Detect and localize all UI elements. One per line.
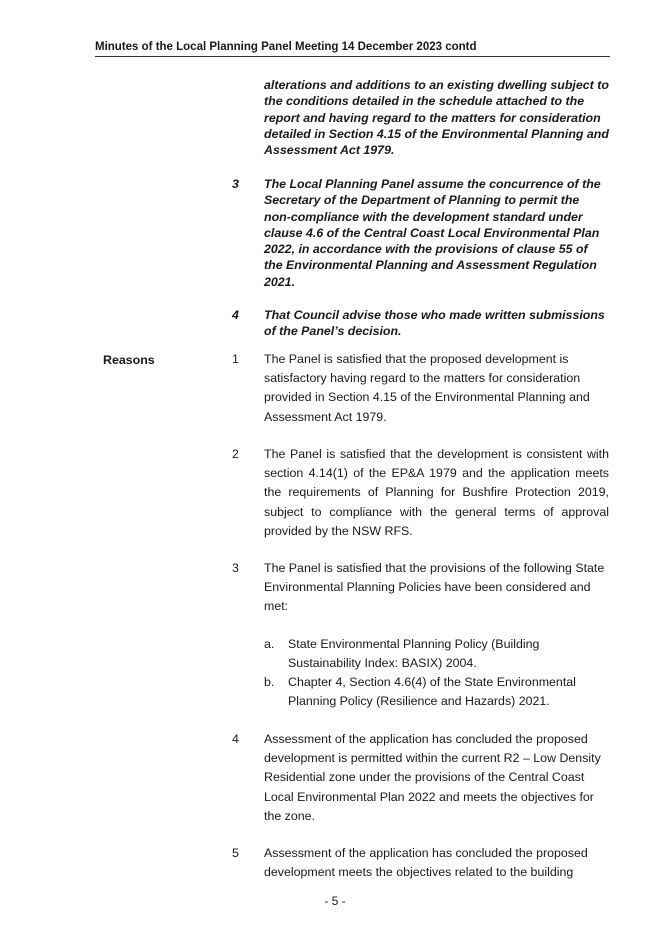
reasons-label: Reasons: [103, 353, 155, 367]
page-header: Minutes of the Local Planning Panel Meeting 14 December 2023 contd: [95, 39, 610, 57]
reason-number-2: 2: [232, 447, 239, 461]
reason-3-sub-a: State Environmental Planning Policy (Building Sustainability Index: BASIX) 2004.: [288, 637, 540, 671]
reason-5: Assessment of the application has concluded the proposed development meets the objectives related to the building: [264, 846, 588, 880]
reason-3-sub-b: Chapter 4, Section 4.6(4) of the State Environmental Planning Policy (Resilience and Hazards) 2021.: [288, 675, 576, 709]
reason-number-4: 4: [232, 732, 239, 746]
reason-2: The Panel is satisfied that the development is consistent with section 4.14(1) of the EP&A 1979 and the application meets the requirements of Planning for Bushfire Protection 2019, subject to compliance with the general terms of approval provided by the NSW RFS.: [264, 447, 609, 538]
reason-number-5: 5: [232, 846, 239, 860]
reason-3-sub-a-letter: a.: [264, 637, 275, 651]
resolution-item-4: That Council advise those who made written submissions of the Panel’s decision.: [264, 308, 605, 339]
reason-4: Assessment of the application has concluded the proposed development is permitted within the current R2 – Low Density Residential zone under the provisions of the Central Coast Local Environmental Plan 2022 and meets the objectives for the zone.: [264, 732, 601, 823]
resolution-number-4: 4: [232, 308, 239, 322]
resolution-continuation: alterations and additions to an existing dwelling subject to the conditions detailed in the schedule attached to the report and having regard to the matters for consideration detailed in Section 4.15 of the Environmental Planning and Assessment Act 1979.: [264, 78, 609, 158]
reason-number-3: 3: [232, 561, 239, 575]
resolution-number-3: 3: [232, 177, 239, 191]
resolution-item-3: The Local Planning Panel assume the concurrence of the Secretary of the Department of Planning to permit the non-compliance with the development standard under clause 4.6 of the Central Coast Local Environmental Plan 2022, in accordance with the provisions of clause 55 of the Environmental Planning and Assessment Regulation 2021.: [264, 177, 601, 289]
reason-number-1: 1: [232, 352, 239, 366]
page-number: - 5 -: [324, 894, 346, 908]
reason-1: The Panel is satisfied that the proposed development is satisfactory having regard to the matters for consideration provided in Section 4.15 of the Environmental Planning and Assessment Act 1979.: [264, 352, 590, 424]
reason-3-sub-b-letter: b.: [264, 675, 275, 689]
reason-3: The Panel is satisfied that the provisions of the following State Environmental Planning Policies have been considered and met:: [264, 561, 605, 614]
